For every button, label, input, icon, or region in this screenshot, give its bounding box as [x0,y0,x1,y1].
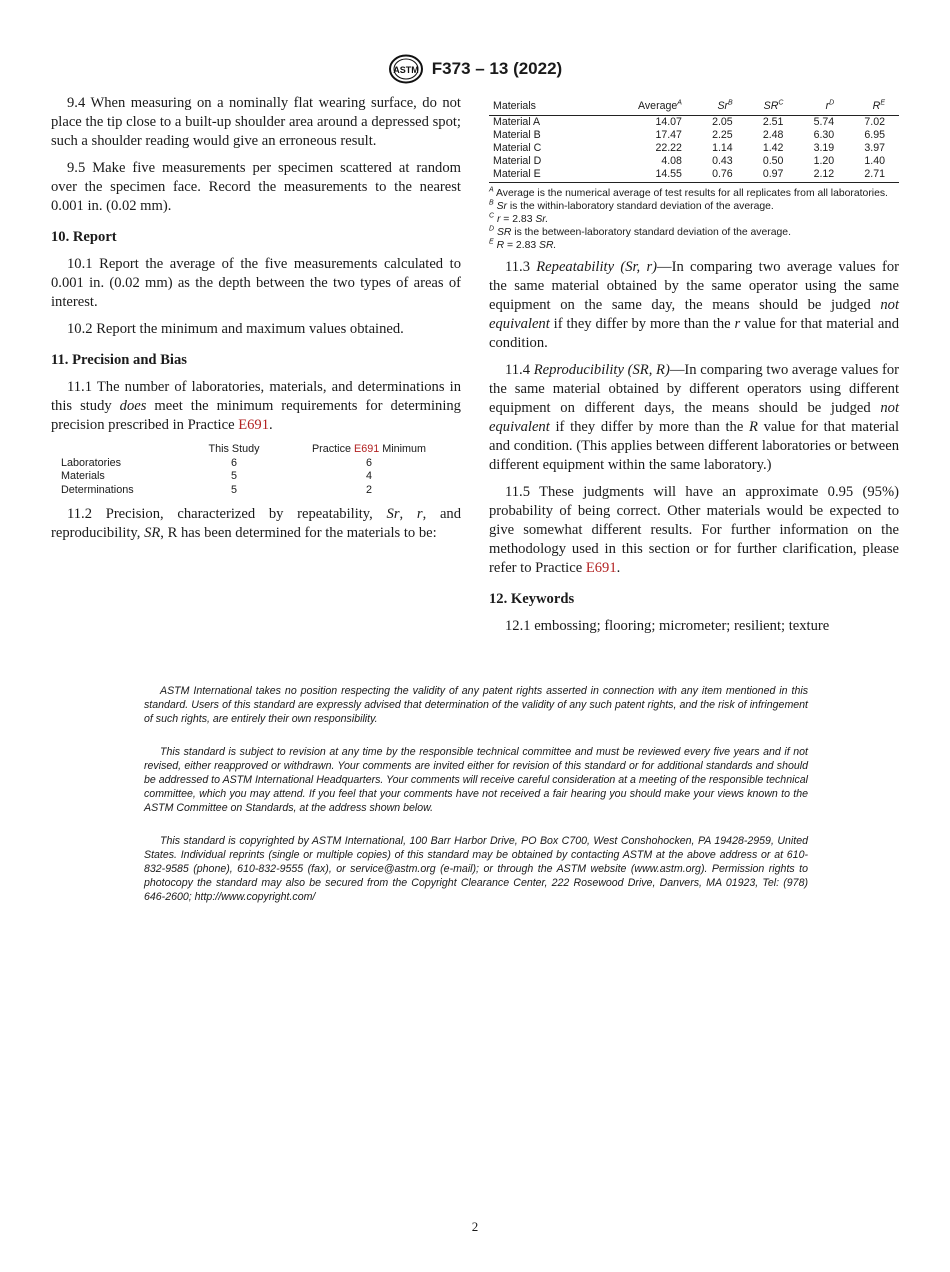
paragraph-11-3: 11.3 Repeatability (Sr, r)—In comparing two average values for the same material obtained by the same operator using the same equipment on the same day, the means should be judged not equivalent if they differ by more than the r value for that material and condition. [489,259,899,351]
svg-text:ASTM: ASTM [393,65,419,75]
paragraph-10-1: 10.1 Report the average of the five measurements calculated to 0.001 in. (0.02 mm) as the depth between the two types of areas of interest. [51,256,461,310]
header-sr: $Sr^B$ [696,96,747,116]
header-practice-minimum: Practice E691 Minimum [311,443,427,455]
e691-link[interactable]: E691 [354,443,380,455]
page-header [0,54,950,84]
notice-patent: ASTM International takes no position respecting the validity of any patent rights asserted in connection with any item mentioned in this standard. Users of this standard are expressly advised that determination of the validity of any such patent rights, and the risk of infringement of such rights, are entirely their own responsibility. [144,685,808,725]
table-row: Material D 4.08 0.43 0.50 1.20 1.40 [493,155,885,167]
header-r: $r^D$ [797,96,848,116]
e691-link[interactable]: E691 [238,417,270,433]
section-heading-precision: 11. Precision and Bias [51,352,187,368]
table-row: Material A 14.07 2.05 2.51 5.74 7.02 [493,116,885,128]
paragraph-9-4: 9.4 When measuring on a nominally flat wearing surface, do not place the tip close to a built-up shoulder area around a depressed spot; such a shoulder reading would give an erroneous result. [51,95,461,149]
document-title: F373 – 13 (2022) [431,59,563,78]
table-row: Laboratories 6 6 [61,456,372,469]
header-materials: Materials [489,96,611,116]
notice-revision: This standard is subject to revision at any time by the responsible technical committee and must be reviewed every five years and if not revised, either reapproved or withdrawn. Your comments are invited either for revision of this standard or for additional standards and should be addressed to ASTM International Headquarters. Your comments will receive careful consideration at a meeting of the responsible technical committee, which you may attend. If you feel that your comments have not received a fair hearing you should make your views known to the ASTM Committee on Standards, at the address shown below. [144,746,808,814]
table-footnotes [489,187,899,252]
table-row: Material B 17.47 2.25 2.48 6.30 6.95 [493,129,885,141]
astm-logo-icon [388,54,424,84]
left-column [51,94,461,551]
table-row: Materials 5 4 [61,470,372,482]
notice-copyright: This standard is copyrighted by ASTM International, 100 Barr Harbor Drive, PO Box C700, West Conshohocken, PA 19428-2959, United States. Individual reprints (single or multiple copies) of this standard may be obtained by contacting ASTM at the above address or at 610-832-9585 (phone), 610-832-9555 (fax), or service@astm.org (e-mail); or through the ASTM website (www.astm.org). Permission rights to photocopy the standard may also be secured from the Copyright Clearance Center, 222 Rosewood Drive, Danvers, MA 01923, Tel: (978) 646-2600; http://www.copyright.com/ [144,835,808,903]
paragraph-11-1: 11.1 The number of laboratories, materials, and determinations in this study does meet the minimum requirements for determining precision prescribed in Practice E691. [51,379,461,433]
footnote-d: $^D$ SR is the between-laboratory standard deviation of the average. [489,225,791,238]
paragraph-10-2: 10.2 Report the minimum and maximum values obtained. [67,321,404,337]
table-row: Material C 22.22 1.14 1.42 3.19 3.97 [493,142,885,154]
precision-table [489,96,899,183]
section-heading-keywords: 12. Keywords [489,591,575,607]
footnote-b: $^B$ Sr is the within-laboratory standard deviation of the average. [489,199,774,212]
right-column [489,96,899,644]
footnote-e: $^E$ R = 2.83 SR. [489,238,557,251]
e691-link[interactable]: E691 [585,560,617,576]
paragraph-11-2: 11.2 Precision, characterized by repeatability, Sr, r, and reproducibility, SR, R has been determined for the materials to be: [51,506,462,541]
footnote-a: $^A$ Average is the numerical average of test results for all replicates from all laboratories. [489,186,888,199]
paragraph-9-5: 9.5 Make five measurements per specimen scattered at random over the specimen face. Record the measurements to the nearest 0.001 in. (0.02 mm). [51,160,461,214]
paragraph-11-4: 11.4 Reproducibility (SR, R)—In comparing two average values for the same material obtained by different operators using different equipment on different days, the means should be judged not equivalent if they differ by more than the R value for that material and condition. (This applies between different laboratories or between different equipment within the same laboratory.) [489,362,899,473]
study-table [61,443,443,497]
table-row: Determinations 5 2 [61,483,372,496]
header-SR: $SR^C$ [747,96,798,116]
page-number: 2 [471,1219,479,1234]
table-row: Material E 14.55 0.76 0.97 2.12 2.71 [489,168,899,183]
paragraph-11-5: 11.5 These judgments will have an approximate 0.95 (95%) probability of being correct. Other materials would be expected to give somewhat different results. For further information on the methodology used in this section or for further clarification, please refer to Practice E691. [489,484,899,576]
footnote-c: $^C$ r = 2.83 Sr. [489,212,549,225]
header-R: $R^E$ [848,96,899,116]
header-average: Average$^A$ [611,96,696,116]
section-heading-report: 10. Report [51,229,117,245]
paragraph-12-1: 12.1 embossing; flooring; micrometer; resilient; texture [505,618,830,634]
header-this-study: This Study [208,443,260,455]
